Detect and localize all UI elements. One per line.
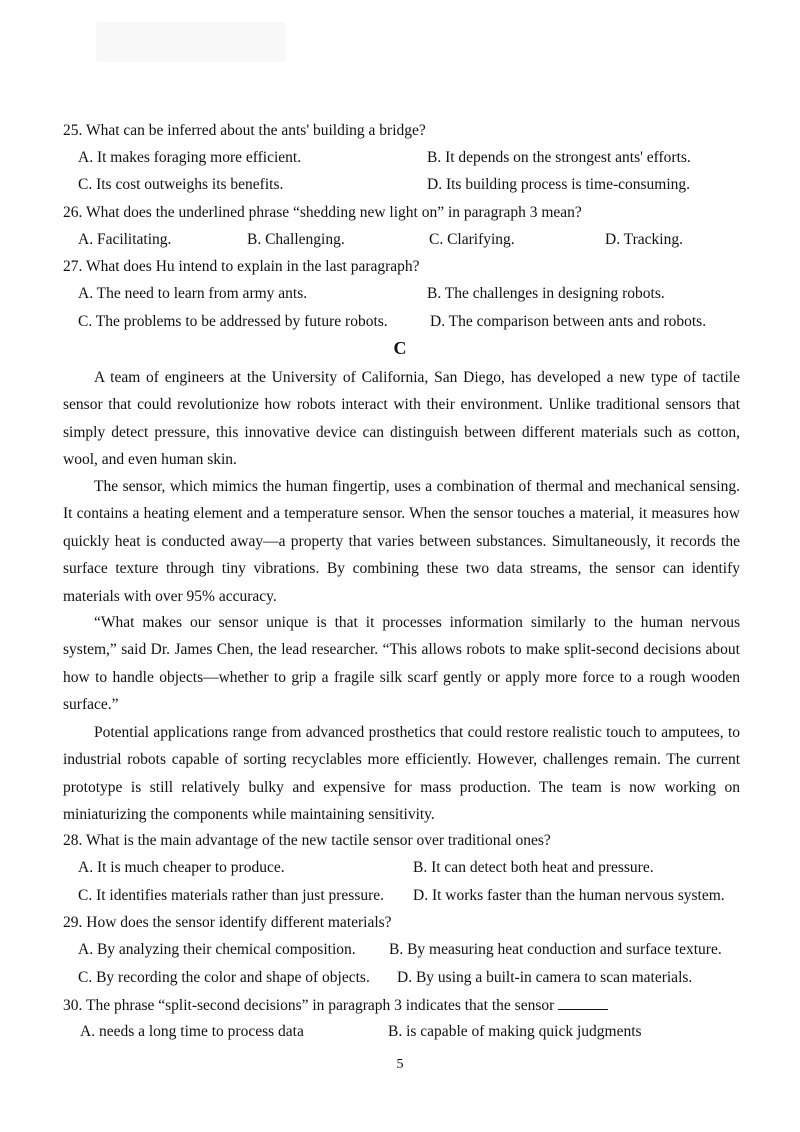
question-25-option-c: C. Its cost outweighs its benefits. <box>78 176 284 193</box>
question-29-option-a: A. By analyzing their chemical composition. <box>78 941 356 958</box>
question-27-stem: 27. What does Hu intend to explain in the last paragraph? <box>63 258 420 275</box>
question-30-stem: 30. The phrase “split-second decisions” in paragraph 3 indicates that the sensor <box>63 997 555 1014</box>
question-29-stem: 29. How does the sensor identify different materials? <box>63 914 392 931</box>
answer-blank <box>558 995 608 1010</box>
question-30-stem-line <box>63 995 608 1016</box>
question-28-option-d: D. It works faster than the human nervous system. <box>413 887 725 904</box>
question-27-option-c: C. The problems to be addressed by future robots. <box>78 313 388 330</box>
question-26-option-b: B. Challenging. <box>247 231 345 248</box>
passage-paragraph-3: “What makes our sensor unique is that it processes information similarly to the human nervous system,” said Dr. James Chen, the lead researcher. “This allows robots to make split-second decisions about how to handle objects—whether to grip a fragile silk scarf gently or apply more force to a rough wooden surface.” <box>63 614 740 714</box>
header-smudge <box>96 22 286 62</box>
question-26-stem: 26. What does the underlined phrase “shedding new light on” in paragraph 3 mean? <box>63 204 582 221</box>
question-29-option-d: D. By using a built-in camera to scan materials. <box>397 969 693 986</box>
question-25-option-a: A. It makes foraging more efficient. <box>78 149 302 166</box>
question-29-option-b: B. By measuring heat conduction and surface texture. <box>389 941 722 958</box>
question-29-option-c: C. By recording the color and shape of objects. <box>78 969 370 986</box>
question-27-option-d: D. The comparison between ants and robots. <box>430 313 707 330</box>
question-27-option-b: B. The challenges in designing robots. <box>427 285 665 302</box>
question-30-option-b: B. is capable of making quick judgments <box>388 1023 642 1040</box>
question-25-option-d: D. Its building process is time-consuming. <box>427 176 691 193</box>
question-26-option-d: D. Tracking. <box>605 231 683 248</box>
question-27-option-a: A. The need to learn from army ants. <box>78 285 308 302</box>
page-number: 5 <box>396 1057 404 1072</box>
passage-paragraph-1: A team of engineers at the University of California, San Diego, has developed a new type of tactile sensor that could revolutionize how robots interact with their environment. Unlike traditional sensors that simply detect pressure, this innovative device can distinguish between different materials such as cotton, wool, and even human skin. <box>63 369 740 469</box>
question-28-option-b: B. It can detect both heat and pressure. <box>413 859 654 876</box>
question-28-option-a: A. It is much cheaper to produce. <box>78 859 285 876</box>
question-28-option-c: C. It identifies materials rather than just pressure. <box>78 887 385 904</box>
section-heading: C <box>393 338 407 358</box>
question-25-option-b: B. It depends on the strongest ants' efforts. <box>427 149 691 166</box>
question-26-option-a: A. Facilitating. <box>78 231 172 248</box>
question-25-stem: 25. What can be inferred about the ants' building a bridge? <box>63 122 426 139</box>
question-26-option-c: C. Clarifying. <box>429 231 515 248</box>
passage-paragraph-4: Potential applications range from advanced prosthetics that could restore realistic touch to amputees, to industrial robots capable of sorting recyclables more efficiently. However, challenges remain. The current prototype is still relatively bulky and expensive for mass production. The team is now working on miniaturizing the components while maintaining sensitivity. <box>63 724 740 824</box>
question-30-option-a: A. needs a long time to process data <box>80 1023 304 1040</box>
passage-paragraph-2: The sensor, which mimics the human fingertip, uses a combination of thermal and mechanical sensing. It contains a heating element and a temperature sensor. When the sensor touches a material, it measures how quickly heat is conducted away—a property that varies between substances. Simultaneously, it records the surface texture through tiny vibrations. By combining these two data streams, the sensor can identify materials with over 95% accuracy. <box>63 478 740 605</box>
question-28-stem: 28. What is the main advantage of the new tactile sensor over traditional ones? <box>63 832 551 849</box>
